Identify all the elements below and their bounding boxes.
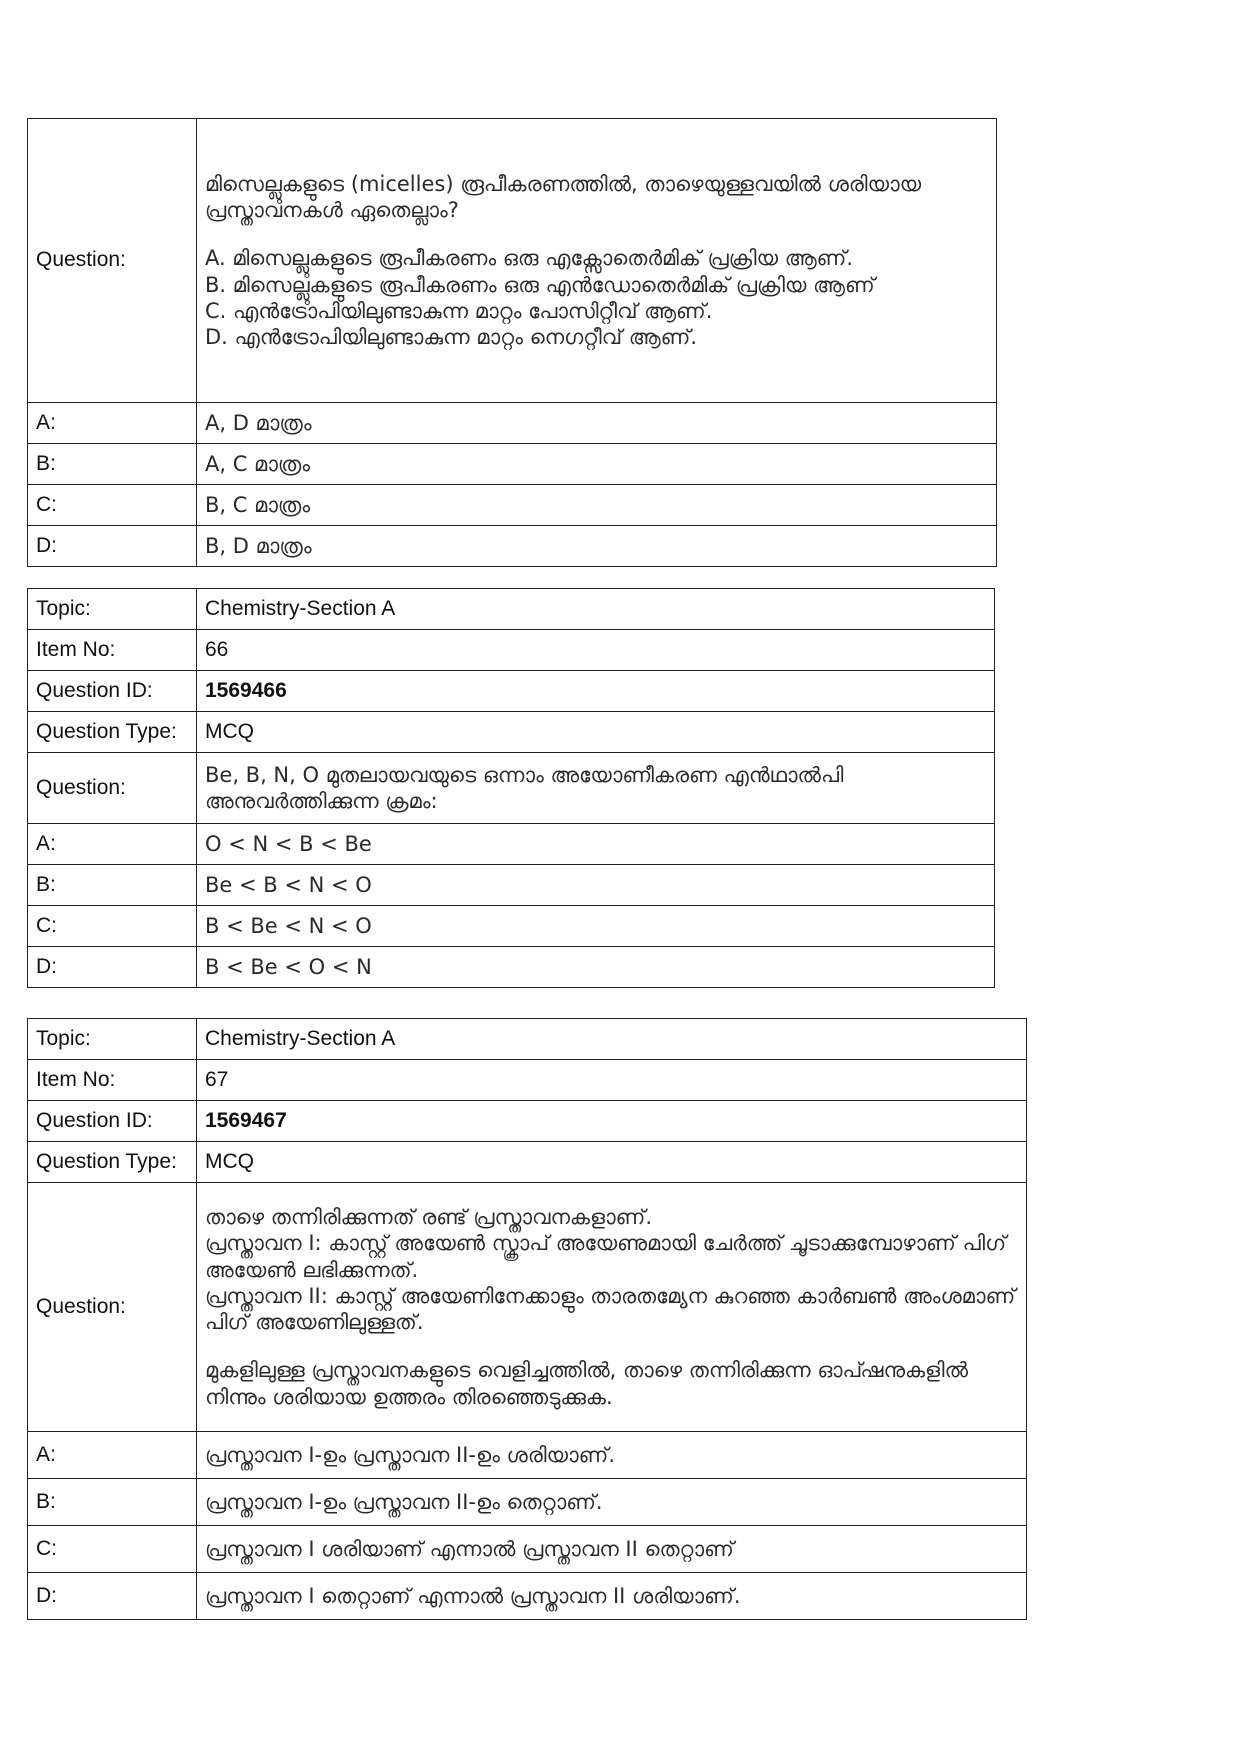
question-type-value: MCQ [197,712,995,753]
item-no-label: Item No: [28,630,197,671]
option-label: B: [28,1479,197,1526]
option-row-a [28,824,995,865]
option-label: B: [28,865,197,906]
topic-value: Chemistry-Section A [197,1019,1027,1060]
question-label: Question: [28,1183,197,1432]
option-row-d [28,947,995,988]
option-text: B, D മാത്രം [197,526,997,567]
option-row-c [28,1526,1027,1573]
option-label: D: [28,1573,197,1620]
option-row-a [28,1432,1027,1479]
option-text: B < Be < O < N [197,947,995,988]
option-text: A, C മാത്രം [197,444,997,485]
item-no-row [28,630,995,671]
option-text: Be < B < N < O [197,865,995,906]
topic-row [28,589,995,630]
option-text: B < Be < N < O [197,906,995,947]
option-text: A, D മാത്രം [197,403,997,444]
option-label: B: [28,444,197,485]
topic-row [28,1019,1027,1060]
statement-b: B. മിസെല്ലുകളുടെ രൂപീകരണം ഒരു എൻഡോതെർമിക് പ്രക്രിയ ആണ് [205,272,875,297]
topic-value: Chemistry-Section A [197,589,995,630]
option-row-b [28,865,995,906]
question-id-label: Question ID: [28,1101,197,1142]
statement-c: C. എൻട്രോപിയിലുണ്ടാകുന്ന മാറ്റം പോസിറ്റീവ് ആണ്. [205,298,713,323]
question-line: മിസെല്ലുകളുടെ (micelles) രൂപീകരണത്തിൽ, താഴെയുള്ളവയിൽ ശരിയായ പ്രസ്താവനകൾ ഏതെല്ലാം? [205,171,928,222]
question-id-row [28,671,995,712]
item-no-row [28,1060,1027,1101]
question-id-label: Question ID: [28,671,197,712]
option-text: പ്രസ്താവന I-ഉം പ്രസ്താവന II-ഉം ശരിയാണ്. [197,1432,1027,1479]
option-row-d [28,1573,1027,1620]
statement-2: പ്രസ്താവന II: കാസ്റ്റ് അയേണിനേക്കാളും താരതമ്യേന കുറഞ്ഞ കാർബൺ അംശമാണ് പിഗ് അയേണിലുള്ളത്. [205,1283,1022,1335]
question-table-3 [27,1018,1027,1620]
option-label: A: [28,1432,197,1479]
option-text: പ്രസ്താവന I ശരിയാണ് എന്നാൽ പ്രസ്താവന II തെറ്റാണ് [197,1526,1027,1573]
question-label: Question: [28,753,197,824]
question-row [28,753,995,824]
option-text: പ്രസ്താവന I തെറ്റാണ് എന്നാൽ പ്രസ്താവന II ശരിയാണ്. [197,1573,1027,1620]
option-row-b [28,444,997,485]
question-text [197,1183,1027,1432]
question-table-2 [27,588,995,988]
option-label: A: [28,403,197,444]
question-type-label: Question Type: [28,712,197,753]
option-row-c [28,485,997,526]
option-row-a [28,403,997,444]
option-label: C: [28,906,197,947]
statement-d: D. എൻട്രോപിയിലുണ്ടാകുന്ന മാറ്റം നെഗറ്റീവ് ആണ്. [205,325,698,349]
item-no-value: 66 [197,630,995,671]
question-id-value: 1569466 [197,671,995,712]
question-type-label: Question Type: [28,1142,197,1183]
option-label: D: [28,526,197,567]
instruction-line: മുകളിലുള്ള പ്രസ്താവനകളുടെ വെളിച്ചത്തിൽ, താഴെ തന്നിരിക്കുന്ന ഓപ്ഷനുകളിൽ നിന്നും ശരിയായ ഉത്തരം തിരഞ്ഞെടുക്കുക. [205,1358,975,1409]
question-line: താഴെ തന്നിരിക്കുന്നത് രണ്ട് പ്രസ്താവനകളാണ്. [205,1205,652,1230]
statement-1: പ്രസ്താവന I: കാസ്റ്റ് അയേൺ സ്ക്രാപ് അയേണുമായി ചേർത്ത് ചൂടാക്കുമ്പോഴാണ് പിഗ് അയേൺ ലഭിക്കുന്നത്. [205,1231,1013,1282]
question-type-row [28,712,995,753]
question-table-1 [27,118,997,567]
option-text: പ്രസ്താവന I-ഉം പ്രസ്താവന II-ഉം തെറ്റാണ്. [197,1479,1027,1526]
question-text [197,119,997,403]
topic-label: Topic: [28,589,197,630]
question-id-value: 1569467 [197,1101,1027,1142]
question-type-value: MCQ [197,1142,1027,1183]
option-row-c [28,906,995,947]
question-type-row [28,1142,1027,1183]
topic-label: Topic: [28,1019,197,1060]
item-no-label: Item No: [28,1060,197,1101]
option-row-b [28,1479,1027,1526]
option-label: D: [28,947,197,988]
question-id-row [28,1101,1027,1142]
option-text: O < N < B < Be [197,824,995,865]
option-row-d [28,526,997,567]
option-label: C: [28,1526,197,1573]
question-text: Be, B, N, O മുതലായവയുടെ ഒന്നാം അയോണീകരണ എൻഥാൽപി അനുവർത്തിക്കുന്ന ക്രമം: [197,753,995,824]
statement-a: A. മിസെല്ലുകളുടെ രൂപീകരണം ഒരു എക്സോതെർമിക് പ്രക്രിയ ആണ്. [205,246,854,271]
question-row [28,119,997,403]
item-no-value: 67 [197,1060,1027,1101]
option-text: B, C മാത്രം [197,485,997,526]
question-row [28,1183,1027,1432]
question-label: Question: [28,119,197,403]
option-label: C: [28,485,197,526]
option-label: A: [28,824,197,865]
